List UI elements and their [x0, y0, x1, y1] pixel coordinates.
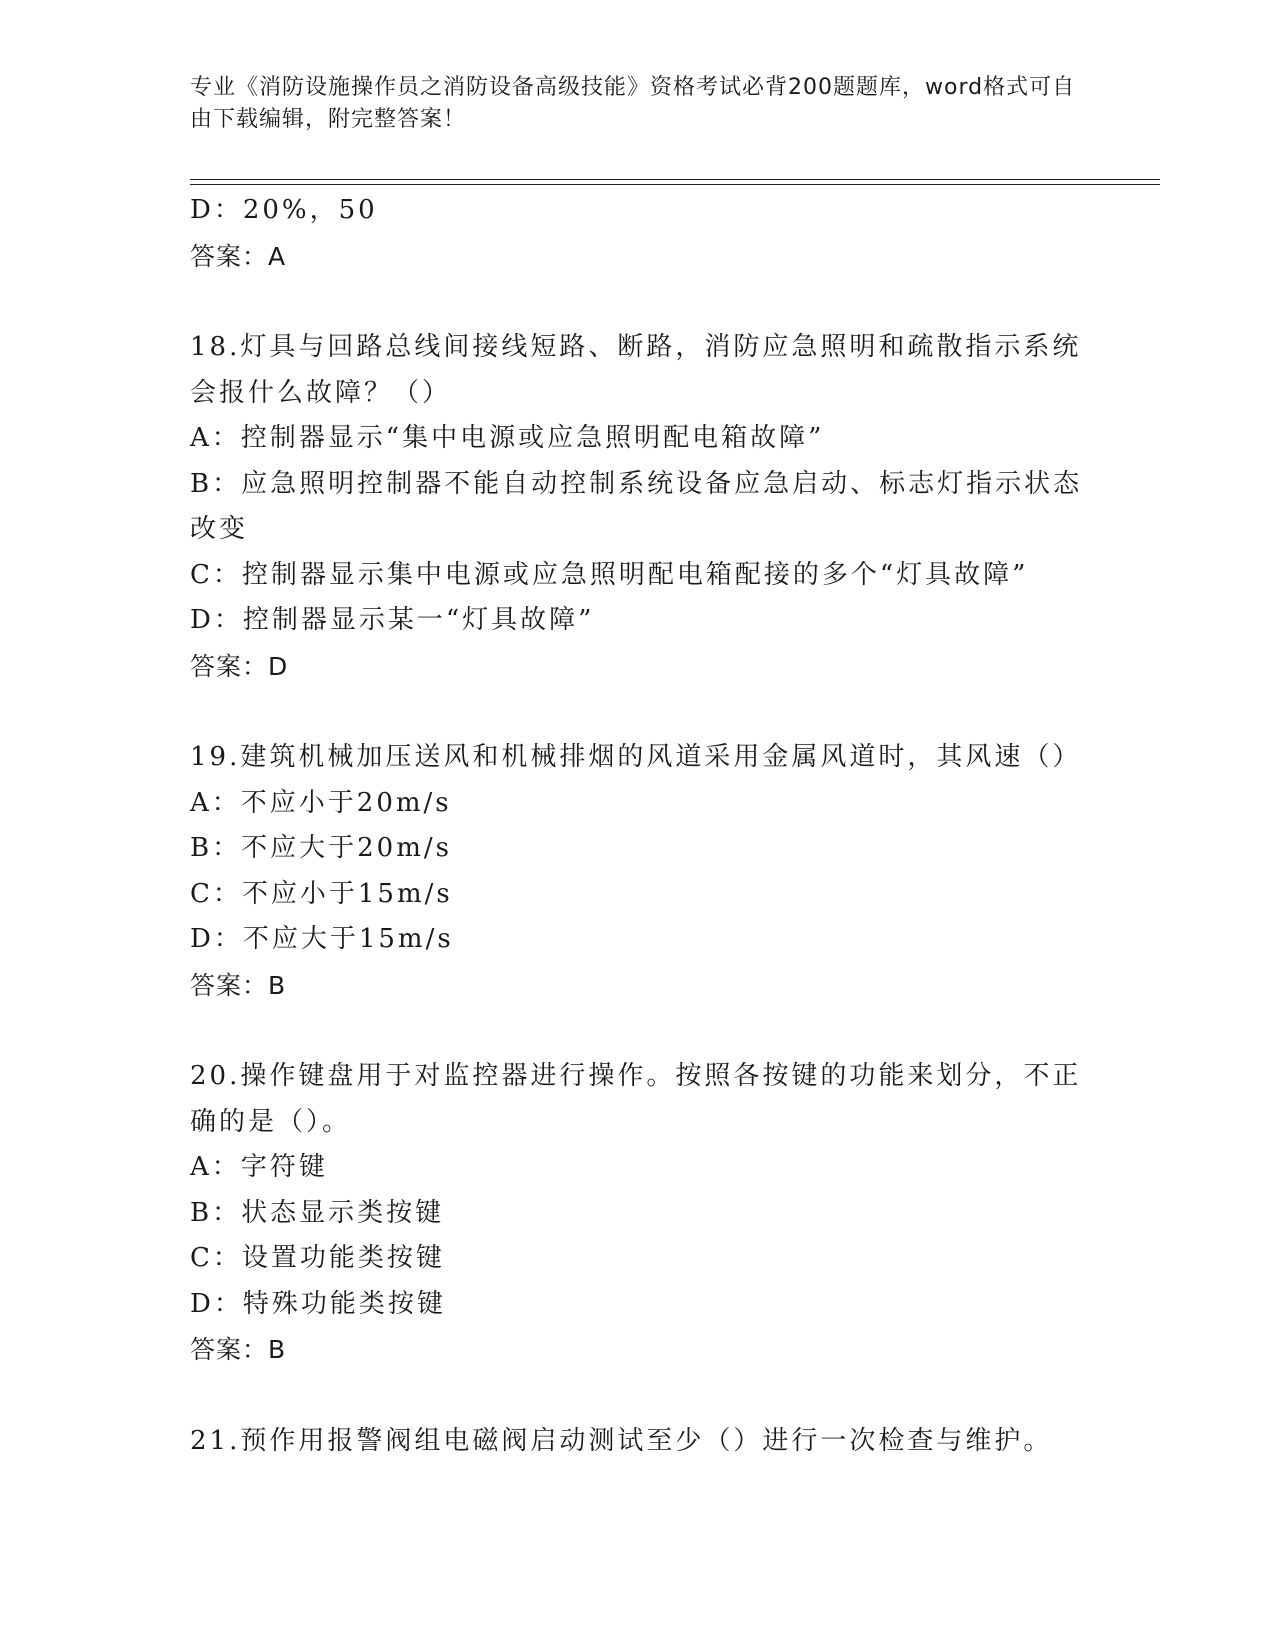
option-d: D：控制器显示某一“灯具故障” [190, 605, 595, 635]
question-19 [190, 735, 1090, 1008]
prev-answer: 答案：A [190, 241, 287, 271]
answer: 答案：B [190, 970, 287, 1000]
question-text: 20.操作键盘用于对监控器进行操作。按照各按键的功能来划分，不正确的是（）。 [190, 1061, 1082, 1137]
answer: 答案：D [190, 651, 289, 681]
question-text: 19.建筑机械加压送风和机械排烟的风道采用金属风道时，其风速（） [190, 742, 1082, 772]
question-21 [190, 1419, 1090, 1465]
option-c: C：控制器显示集中电源或应急照明配电箱配接的多个“灯具故障” [190, 559, 1029, 590]
answer: 答案：B [190, 1335, 287, 1364]
header-divider-top [190, 179, 1160, 180]
option-d: D：不应大于15m/s [190, 924, 454, 954]
option-d: D：特殊功能类按键 [190, 1288, 446, 1319]
question-20 [190, 1054, 1090, 1373]
question-18 [190, 325, 1090, 689]
prev-option-d: D：20%，50 [190, 195, 378, 225]
question-content [190, 188, 1090, 1464]
option-a: A：不应小于20m/s [190, 787, 452, 818]
option-a: A：控制器显示“集中电源或应急照明配电箱故障” [190, 423, 825, 453]
option-b: B：应急照明控制器不能自动控制系统设备应急启动、标志灯指示状态改变 [190, 468, 1083, 544]
option-b: B：不应大于20m/s [190, 833, 452, 863]
question-text: 21.预作用报警阀组电磁阀启动测试至少（）进行一次检查与维护。 [190, 1425, 1053, 1456]
header-divider-bottom [190, 184, 1160, 185]
option-c: C：设置功能类按键 [190, 1243, 445, 1273]
question-text: 18.灯具与回路总线间接线短路、断路，消防应急照明和疏散指示系统会报什么故障？（） [190, 332, 1082, 408]
page-header: 专业《消防设施操作员之消防设备高级技能》资格考试必背200题题库，word格式可自由下载编辑，附完整答案！ [190, 75, 1076, 132]
option-b: B：状态显示类按键 [190, 1197, 445, 1228]
option-c: C：不应小于15m/s [190, 878, 453, 909]
option-a: A：字符键 [190, 1152, 328, 1182]
